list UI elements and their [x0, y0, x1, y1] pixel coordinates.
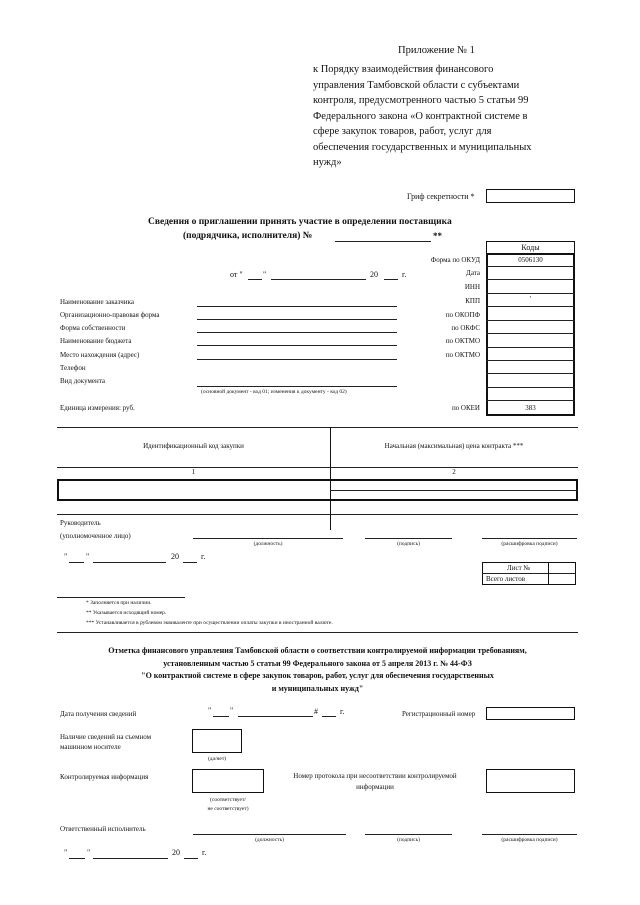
received-g: г. [340, 707, 345, 716]
code-label-oktmo: по ОКТМО [445, 337, 480, 345]
responsible-decode-line[interactable] [482, 834, 577, 835]
field-customer-name: Наименование заказчика [60, 298, 134, 306]
protocol-label-2: информации [356, 783, 394, 791]
form-date-year: 20 [370, 270, 378, 279]
control-title-line: "О контрактной системе в сфере закупок товаров, работ, услуг для обеспечения государственных [141, 671, 494, 680]
responsible-signature-caption: (подпись) [397, 837, 420, 843]
sig-date-year: 20 [171, 552, 179, 561]
reg-number-field[interactable] [486, 707, 575, 720]
code-label-okopf: по ОКОПФ [445, 311, 480, 319]
field-legal-form: Организационно-правовая форма [60, 311, 160, 319]
code-label-date: Дата [466, 269, 480, 277]
table-top-line [57, 427, 578, 428]
sig-date-q2: " [86, 552, 90, 561]
media-label: Наличие сведений на съемном [60, 733, 152, 741]
codes-row-separator [486, 320, 575, 321]
appendix-line: управления Тамбовской области с субъектами [313, 79, 520, 91]
codes-row-separator [486, 266, 575, 267]
controlled-label: Контролируемая информация [60, 773, 149, 781]
codes-row-separator [486, 306, 575, 307]
control-title-line: Отметка финансового управления Тамбовской области о соответствии контролируемой информации требованиям, [108, 646, 527, 655]
protocol-label: Номер протокола при несоответствии контролируемой [293, 772, 457, 780]
control-title-line: и муниципальных нужд" [271, 683, 364, 693]
legal-form-line[interactable] [197, 319, 397, 320]
appendix-title: Приложение № 1 [398, 45, 475, 56]
form-date-from: от " [230, 270, 243, 279]
sig-date-year-line[interactable] [183, 562, 197, 563]
sheet-number-label: Лист № [507, 564, 531, 572]
received-hash: # [314, 707, 318, 716]
media-field[interactable] [192, 729, 242, 753]
control-title-line: установленным частью 5 статьи 99 Федерального закона от 5 апреля 2013 г. № 44-ФЗ [163, 658, 472, 668]
code-value-kpp: ' [529, 295, 532, 303]
control-title [57, 645, 578, 695]
control-date-year: 20 [172, 848, 180, 857]
form-number-suffix: ** [433, 231, 442, 241]
code-label-okud: Форма по ОКУД [430, 256, 480, 264]
sheets-divider [482, 573, 576, 574]
secrecy-field[interactable] [486, 189, 575, 203]
codes-row-separator [486, 387, 575, 388]
protocol-field[interactable] [486, 769, 575, 793]
code-label-okfs: по ОКФС [451, 324, 480, 332]
form-number-line[interactable] [335, 241, 431, 242]
appendix-line: контроля, предусмотренного частью 5 статьи 99 [313, 95, 529, 106]
received-q2: " [230, 706, 234, 715]
form-title: Сведения о приглашении принять участие в определении поставщика [148, 217, 452, 227]
head-position-line[interactable] [193, 538, 343, 539]
code-value-okei: 383 [525, 404, 536, 412]
field-address: Место нахождения (адрес) [60, 351, 140, 359]
responsible-decode-caption: (расшифровка подписи) [501, 837, 558, 843]
head-position-caption: (должность) [253, 541, 283, 547]
reg-number-label: Регистрационный номер [402, 710, 476, 718]
control-date-month-line[interactable] [93, 858, 168, 859]
control-date-q2: " [87, 848, 91, 857]
codes-row-separator [486, 279, 575, 280]
appendix-line: к Порядку взаимодействия финансового [313, 64, 494, 75]
responsible-position-caption: (должность) [255, 837, 284, 843]
codes-row-separator [486, 293, 575, 294]
footnote-separator [57, 597, 185, 598]
codes-row-separator [486, 333, 575, 334]
form-date-day-line[interactable] [248, 279, 262, 280]
form-date-quote: " [263, 270, 267, 279]
responsible-label: Ответственный исполнитель [60, 825, 146, 833]
sheets-col-divider [548, 562, 549, 585]
table-col2-num: 2 [452, 468, 456, 476]
sheets-total-label: Всего листов [486, 575, 526, 583]
received-label: Дата получения сведений [60, 710, 137, 718]
table-col2-header: Начальная (максимальная) цена контракта *** [384, 442, 524, 450]
appendix-line: Федерального закона «О контрактной системе в [313, 110, 528, 122]
head-label-2: (уполномоченное лицо) [60, 532, 131, 540]
form-date-year-line[interactable] [384, 279, 398, 280]
control-date-year-line[interactable] [184, 858, 198, 859]
sig-date-g: г. [201, 552, 206, 561]
customer-name-line[interactable] [197, 306, 397, 307]
table-col1-header: Идентификационный код закупки [143, 442, 244, 450]
table-bottom-line [57, 514, 578, 515]
control-date-q1: " [64, 848, 68, 857]
section-separator [57, 632, 578, 633]
codes-header: Коды [521, 243, 540, 252]
address-line[interactable] [197, 359, 397, 360]
codes-row-separator [486, 373, 575, 374]
responsible-position-line[interactable] [193, 834, 346, 835]
appendix-line: сфере закупок товаров, работ, услуг для [313, 126, 492, 137]
media-caption: (да/нет) [207, 756, 227, 762]
head-signature-caption: (подпись) [397, 541, 420, 547]
footnote-1: * Заполняется при наличии. [86, 600, 152, 606]
budget-name-line[interactable] [197, 345, 397, 346]
controlled-caption-2: не соответствует) [207, 806, 249, 812]
head-decode-line[interactable] [482, 538, 577, 539]
footnote-2: ** Указывается исходящий номер. [86, 610, 167, 616]
received-month-line[interactable] [238, 716, 313, 717]
field-doc-type: Вид документа [60, 377, 106, 385]
table-col1-num: 1 [191, 468, 196, 476]
doc-type-line[interactable] [197, 386, 397, 387]
field-ownership: Форма собственности [60, 324, 126, 332]
media-label-2: машинном носителе [60, 743, 121, 751]
responsible-signature-line[interactable] [365, 834, 452, 835]
code-label-okei: по ОКЕИ [451, 404, 480, 412]
head-decode-caption: (расшифровка подписи) [501, 541, 558, 547]
control-date-day-line[interactable] [69, 858, 85, 859]
codes-row-separator [486, 347, 575, 348]
sig-date-q1: " [64, 552, 68, 561]
codes-header-cell [486, 241, 575, 253]
codes-row-separator [486, 400, 575, 401]
ownership-line[interactable] [197, 332, 397, 333]
appendix-line: обеспечения государственных и муниципальных [313, 141, 532, 153]
secrecy-label: Гриф секретности * [407, 192, 475, 201]
code-value-okud: 0506130 [518, 256, 543, 264]
received-day-line[interactable] [213, 716, 229, 717]
sig-date-day-line[interactable] [69, 562, 84, 563]
code-label-oktmo-2: по ОКТМО [445, 351, 480, 359]
received-q1: " [208, 706, 212, 715]
form-date-g: г. [402, 270, 407, 279]
code-label-inn: ИНН [464, 283, 480, 291]
appendix-text [313, 62, 532, 171]
sig-date-month-line[interactable] [93, 562, 166, 563]
form-title-line2: (подрядчика, исполнителя) № [183, 231, 313, 241]
control-date-g: г. [202, 848, 207, 857]
received-year-line[interactable] [322, 716, 336, 717]
footnote-3: *** Устанавливается в рублевом эквиваленте при осуществлении оплаты закупки в иностранной валюте. [86, 620, 333, 626]
head-signature-line[interactable] [365, 538, 452, 539]
field-phone: Телефон [60, 364, 86, 372]
form-date-month-line[interactable] [271, 279, 366, 280]
codes-table [486, 253, 575, 416]
field-budget-name: Наименование бюджета [60, 337, 132, 345]
controlled-field[interactable] [192, 769, 264, 793]
codes-row-separator [486, 360, 575, 361]
table-inner-line [330, 490, 578, 491]
doc-type-note: (основной документ - код 01; изменения к документу - код 02) [201, 389, 347, 395]
unit-label: Единица измерения: руб. [60, 404, 135, 412]
head-label: Руководитель [60, 519, 101, 527]
appendix-line: нужд» [313, 157, 342, 168]
controlled-caption-1: (соответствует/ [210, 797, 246, 803]
code-label-kpp: КПП [465, 297, 480, 305]
